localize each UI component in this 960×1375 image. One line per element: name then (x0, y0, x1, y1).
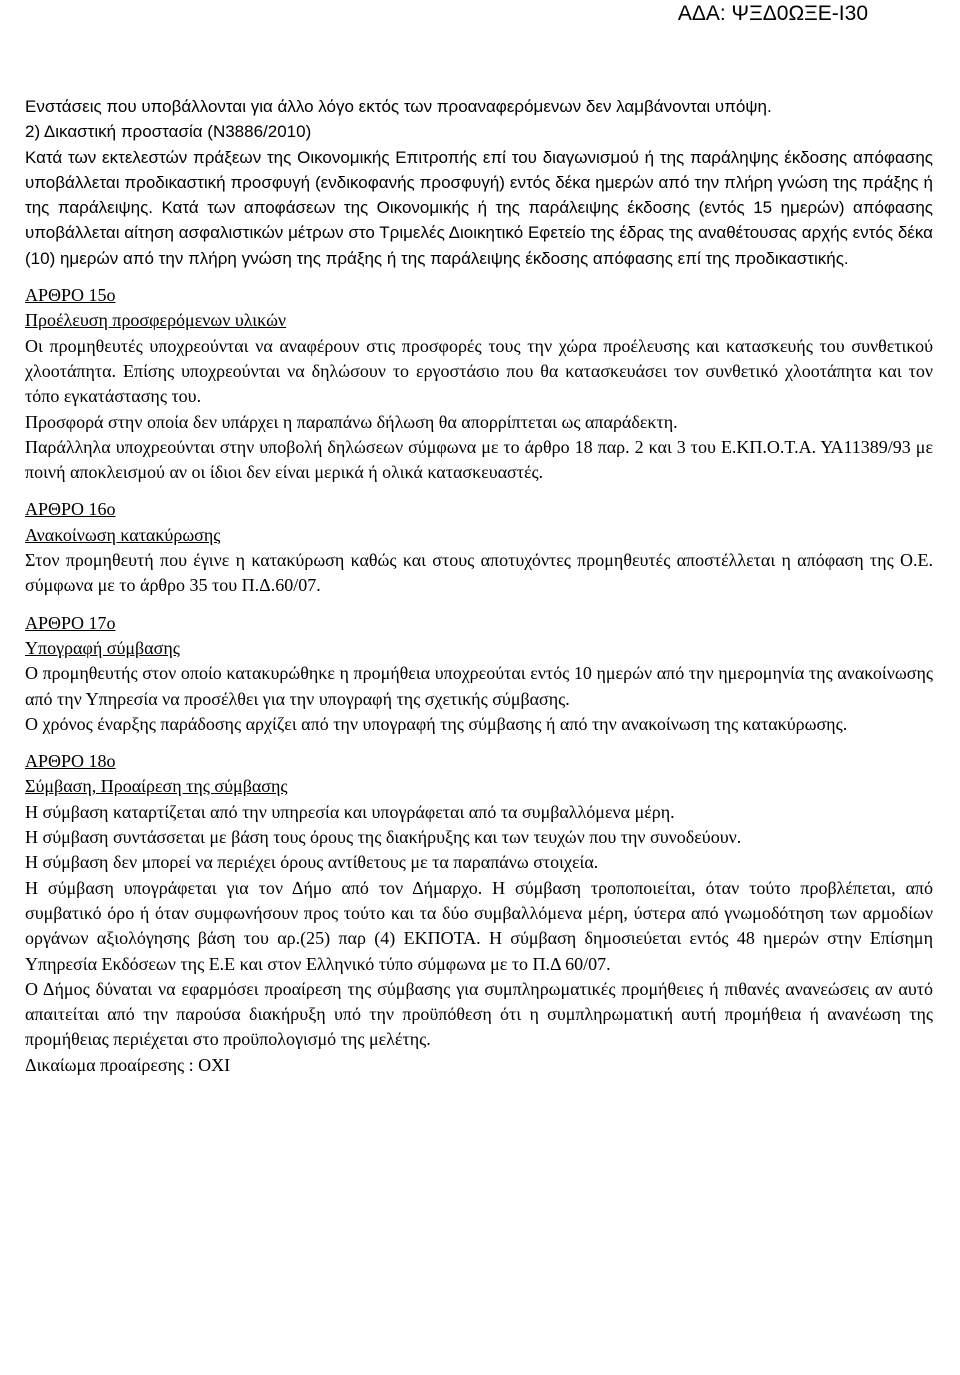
article-18-paragraph: Ο Δήμος δύναται να εφαρμόσει προαίρεση της σύμβασης για συμπληρωματικές προμήθειες ή πιθανές ανανεώσεις αν αυτό απαιτείται από την παρούσα διακήρυξη υπό την προϋπόθεση ότι η συμπληρωματική αυτή προμήθεια ή ανανέωση της προμήθειας περιέχεται στο προϋπολογισμό της μελέτης. (25, 978, 933, 1050)
article-18-subtitle: Σύμβαση, Προαίρεση της σύμβασης (25, 776, 288, 797)
article-18-option-right: Δικαίωμα προαίρεσης : ΟΧΙ (25, 1054, 231, 1075)
article-17-title: ΑΡΘΡΟ 17ο (25, 612, 116, 633)
article-18-title: ΑΡΘΡΟ 18ο (25, 751, 116, 772)
article-15-subtitle: Προέλευση προσφερόμενων υλικών (25, 310, 287, 331)
article-16-paragraph: Στον προμηθευτή που έγινε η κατακύρωση καθώς και στους αποτυχόντες προμηθευτές αποστέλλεται η απόφαση της Ο.Ε. σύμφωνα με το άρθρο 35 του Π.Δ.60/07. (25, 550, 933, 596)
article-18-paragraph: Η σύμβαση δεν μπορεί να περιέχει όρους αντίθετους με τα παραπάνω στοιχεία. (25, 852, 599, 873)
judicial-protection-text: Κατά των εκτελεστών πράξεων της Οικονομικής Επιτροπής επί του διαγωνισμού ή της παράληψης έκδοσης απόφασης υποβάλλεται προδικαστική προσφυγή (ενδικοφανής προσφυγή) εντός δέκα ημερών από την πλήρη γνώση της πράξης ή της παράλειψης. Κατά των αποφάσεων της Οικονομικής ή της παράλειψης έκδοσης (εντός 15 ημερών) απόφασης υποβάλλεται αίτηση ασφαλιστικών μέτρων στο Τριμελές Διοικητικό Εφετείο της έδρας της αναθέτουσας αρχής εντός δέκα (10) ημερών από την πλήρη γνώση της πράξης ή της παράλειψης έκδοσης απόφασης επί της προδικαστικής. (25, 147, 933, 268)
article-18-paragraph: Η σύμβαση υπογράφεται για τον Δήμο από τον Δήμαρχο. Η σύμβαση τροποποιείται, όταν τούτο προβλέπεται, από συμβατικό όρο ή όταν συμφωνήσουν προς τούτο και τα δύο συμβαλλόμενα μέρη, ύστερα από γνωμοδότηση των αρμοδίων οργάνων αξιολόγησης βάση του αρ.(25) παρ (4) ΕΚΠΟΤΑ. Η σύμβαση δημοσιεύεται εντός 48 ημερών στην Επίσημη Υπηρεσία Εκδόσεων της Ε.Ε και στον Ελληνικό τύπο σύμφωνα με το Π.Δ 60/07. (25, 877, 933, 974)
article-17-paragraph: Ο χρόνος έναρξης παράδοσης αρχίζει από την υπογραφή της σύμβασης ή από την ανακοίνωση της κατακύρωσης. (25, 713, 848, 734)
article-15-paragraph: Οι προμηθευτές υποχρεούνται να αναφέρουν στις προσφορές τους την χώρα προέλευσης και κατασκευής του συνθετικού χλοοτάπητα. Επίσης υποχρεούνται να δηλώσουν το εργοστάσιο που θα κατασκευάσει τον συνθετικό χλοοτάπητα και τον τόπο εγκατάστασης του. (25, 335, 933, 407)
document-body (25, 94, 933, 1078)
article-15-title: ΑΡΘΡΟ 15ο (25, 285, 116, 306)
article-15-paragraph: Προσφορά στην οποία δεν υπάρχει η παραπάνω δήλωση θα απορρίπτεται ως απαράδεκτη. (25, 411, 678, 432)
intro-paragraph: Ενστάσεις που υποβάλλονται για άλλο λόγο εκτός των προαναφερόμενων δεν λαμβάνονται υπόψη. (25, 97, 772, 116)
ada-code: ΑΔΑ: ΨΞΔ0ΩΞΕ-Ι30 (677, 2, 868, 25)
article-18-paragraph: Η σύμβαση καταρτίζεται από την υπηρεσία και υπογράφεται από τα συμβαλλόμενα μέρη. (25, 801, 675, 822)
article-17-paragraph: Ο προμηθευτής στον οποίο κατακυρώθηκε η προμήθεια υποχρεούται εντός 10 ημερών από την ημερομηνία της ανακοίνωσης από την Υπηρεσία να προσέλθει για την υπογραφή της σχετικής σύμβασης. (25, 663, 933, 709)
judicial-protection-heading: 2) Δικαστική προστασία (Ν3886/2010) (25, 122, 312, 142)
article-16-subtitle: Ανακοίνωση κατακύρωσης (25, 524, 221, 545)
article-15-paragraph: Παράλληλα υποχρεούνται στην υποβολή δηλώσεων σύμφωνα με το άρθρο 18 παρ. 2 και 3 του Ε.ΚΠ.Ο.Τ.Α. ΥΑ11389/93 με ποινή αποκλεισμού αν οι ίδιοι δεν είναι μερικά ή ολικά κατασκευαστές. (25, 436, 933, 483)
article-17-subtitle: Υπογραφή σύμβασης (25, 637, 180, 658)
article-18-paragraph: Η σύμβαση συντάσσεται με βάση τους όρους της διακήρυξης και των τευχών που την συνοδεύουν. (25, 827, 742, 848)
article-16-title: ΑΡΘΡΟ 16ο (25, 499, 116, 520)
